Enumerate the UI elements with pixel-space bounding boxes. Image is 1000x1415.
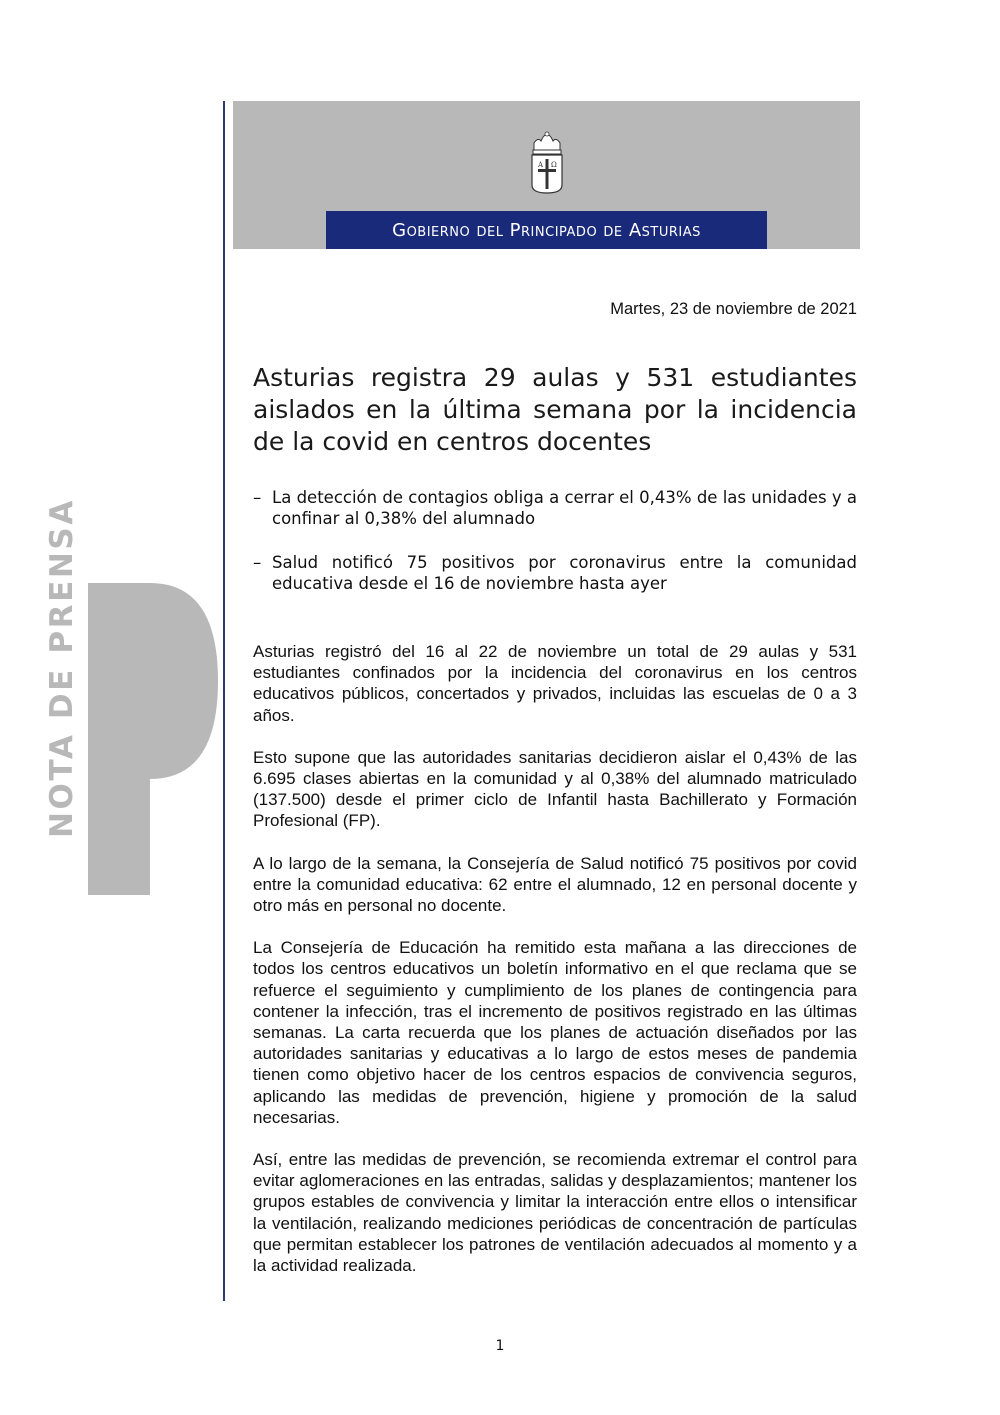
headline: Asturias registra 29 aulas y 531 estudiantes aislados en la última semana por la incidencia de la covid en centros docentes (253, 363, 857, 456)
subheadline-item (253, 552, 857, 594)
paragraph: La Consejería de Educación ha remitido esta mañana a las direcciones de todos los centros educativos un boletín informativo en el que reclama que se refuerce el seguimiento y cumplimiento de los planes de contingencia para contener la infección, tras el incremento de positivos registrado en las últimas semanas. La carta recuerda que los planes de actuación diseñados por las autoridades sanitarias y educativas a lo largo de estos meses de pandemia tienen como objetivo hacer de los centros espacios de convivencia seguros, aplicando las medidas de prevención, higiene y promoción de la salud necesarias. (253, 938, 857, 1127)
subheadline-text: Salud notificó 75 positivos por coronavirus entre la comunidad educativa desde el 16 de noviembre hasta ayer (272, 553, 857, 593)
page-number: 1 (495, 1338, 505, 1354)
paragraph: Esto supone que las autoridades sanitarias decidieron aislar el 0,43% de las 6.695 clases abiertas en la comunidad y al 0,38% del alumnado matriculado (137.500) desde el primer ciclo de Infantil hasta Bachillerato y Formación Profesional (FP). (253, 747, 857, 831)
asturias-crest-icon (529, 131, 565, 195)
side-label: NOTA DE PRENSA (44, 498, 80, 838)
paragraph: A lo largo de la semana, la Consejería de Salud notificó 75 positivos por covid entre la comunidad educativa: 62 entre el alumnado, 12 en personal docente y otro más en personal no docente. (253, 853, 857, 916)
subheadline-list (253, 487, 857, 617)
article-body (253, 641, 857, 1297)
government-bar: Gobierno del Principado de Asturias (326, 211, 767, 249)
press-date: Martes, 23 de noviembre de 2021 (610, 300, 857, 318)
svg-text:Α: Α (538, 161, 544, 169)
letterhead (233, 101, 860, 249)
bullet-marker: – (253, 488, 262, 507)
svg-text:Ω: Ω (551, 161, 557, 169)
subheadline-item (253, 487, 857, 529)
press-letter-graphic (88, 583, 218, 895)
margin-rule (223, 101, 225, 1301)
bullet-marker: – (253, 553, 262, 572)
paragraph: Así, entre las medidas de prevención, se recomienda extremar el control para evitar aglomeraciones en las entradas, salidas y desplazamientos; mantener los grupos estables de convivencia y limitar la interacción entre ellos o intensificar la ventilación, realizando mediciones periódicas de concentración de partículas que permitan establecer los patrones de ventilación adecuados al momento y a la actividad realizada. (253, 1150, 857, 1276)
paragraph: Asturias registró del 16 al 22 de noviembre un total de 29 aulas y 531 estudiantes confinados por la incidencia del coronavirus en los centros educativos públicos, concertados y privados, incluidas las escuelas de 0 a 3 años. (253, 642, 857, 725)
subheadline-text: La detección de contagios obliga a cerrar el 0,43% de las unidades y a confinar al 0,38% del alumnado (272, 488, 857, 528)
